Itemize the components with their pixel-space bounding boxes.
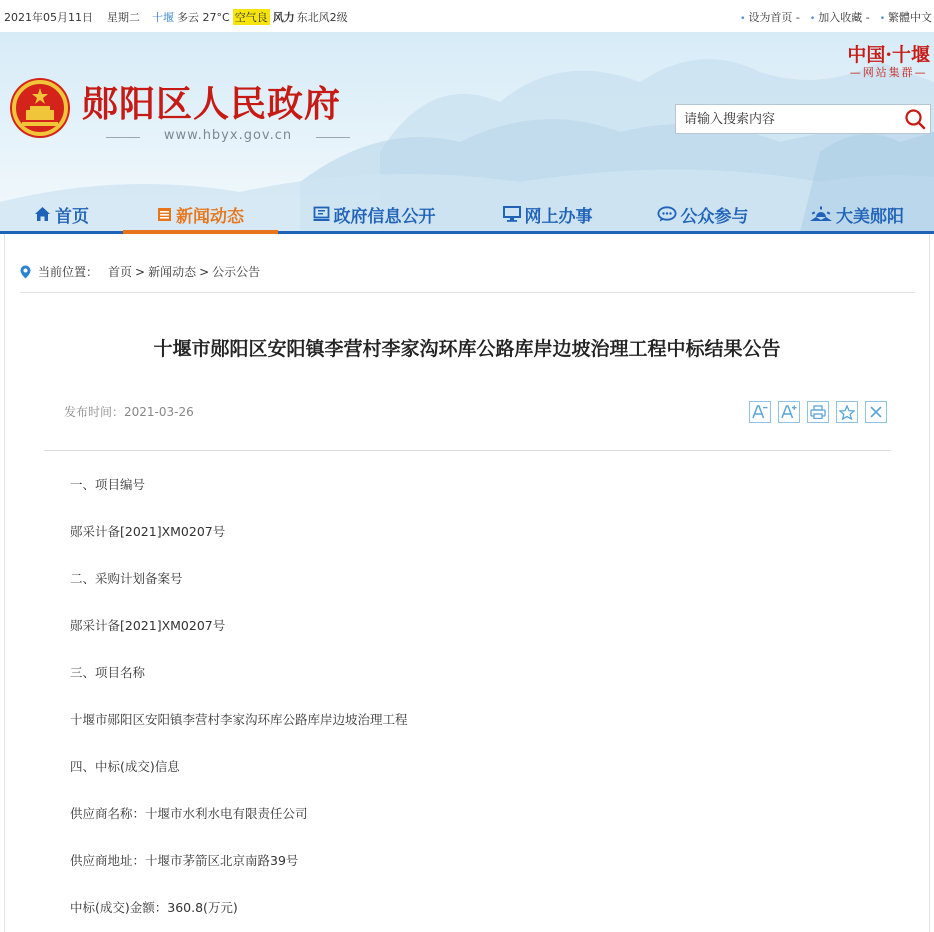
nav-item-home[interactable] <box>0 197 123 231</box>
search-input[interactable] <box>676 105 892 133</box>
publish-label: 发布时间： <box>64 405 125 419</box>
set-homepage-link[interactable]: • 设为首页 - <box>740 9 800 25</box>
nav-item-beautiful-yunyang[interactable] <box>780 197 934 231</box>
home-icon <box>34 206 51 222</box>
nav-item-gov-info[interactable] <box>278 197 470 231</box>
font-decrease-icon[interactable] <box>749 401 771 423</box>
nav-label-public-participation: 公众参与 <box>680 206 749 227</box>
search-icon[interactable] <box>904 108 926 130</box>
desktop-icon <box>503 206 521 222</box>
group-logo-subtitle: —网站集群— <box>849 66 928 79</box>
paragraph: 郧采计备[2021]XM0207号 <box>70 618 226 633</box>
site-title: 郧阳区人民政府 <box>82 83 342 125</box>
weather-text: 多云 27°C <box>177 11 230 24</box>
nav-label-news: 新闻动态 <box>176 206 244 227</box>
paragraph: 二、采购计划备案号 <box>70 571 183 586</box>
date-weather <box>4 9 354 25</box>
site-url: www.hbyx.gov.cn <box>106 128 350 143</box>
main-nav <box>0 197 934 234</box>
nav-label-home: 首页 <box>55 206 89 227</box>
article-tools <box>749 401 894 423</box>
print-icon[interactable] <box>807 401 829 423</box>
wind-text: 东北风2级 <box>296 11 348 24</box>
breadcrumb-news[interactable]: 新闻动态 <box>148 265 197 279</box>
nav-item-news[interactable] <box>123 197 278 231</box>
national-emblem-icon <box>8 76 72 140</box>
favorite-icon[interactable] <box>836 401 858 423</box>
weekday-text: 星期二 <box>107 11 140 24</box>
monitor-icon <box>313 206 330 222</box>
group-logo-title: 中国·十堰 <box>847 44 930 66</box>
breadcrumb-notices[interactable]: 公示公告 <box>212 265 261 279</box>
location-pin-icon <box>20 265 31 279</box>
top-bar <box>0 0 934 32</box>
article-body <box>70 477 408 932</box>
nav-item-public-participation[interactable] <box>625 197 780 231</box>
group-logo[interactable] <box>847 44 930 80</box>
font-increase-icon[interactable] <box>778 401 800 423</box>
breadcrumb-separator: > <box>135 264 146 279</box>
breadcrumb-divider <box>20 292 915 293</box>
sunrise-icon <box>810 206 832 222</box>
wind-label: 风力 <box>272 11 295 24</box>
paragraph: 四、中标(成交)信息 <box>70 759 180 774</box>
traditional-chinese-link[interactable]: • 繁體中文 <box>880 9 932 25</box>
publish-date: 2021-03-26 <box>124 405 194 419</box>
breadcrumb-separator: > <box>199 264 210 279</box>
top-links <box>730 9 932 25</box>
news-icon <box>157 207 172 222</box>
nav-label-beautiful-yunyang: 大美郧阳 <box>836 206 904 227</box>
paragraph: 十堰市郧阳区安阳镇李营村李家沟环库公路库岸边坡治理工程 <box>70 712 408 727</box>
paragraph: 供应商名称：十堰市水利水电有限责任公司 <box>70 806 308 821</box>
nav-label-gov-info: 政府信息公开 <box>333 206 436 227</box>
breadcrumb-home[interactable]: 首页 <box>108 265 133 279</box>
chat-icon <box>657 206 677 222</box>
paragraph: 三、项目名称 <box>70 665 146 680</box>
paragraph: 供应商地址：十堰市茅箭区北京南路39号 <box>70 853 299 868</box>
article-title: 十堰市郧阳区安阳镇李营村李家沟环库公路库岸边坡治理工程中标结果公告 <box>153 338 781 360</box>
air-quality-badge: 空气良 <box>234 11 268 24</box>
title-divider <box>44 450 891 451</box>
city-text: 十堰 <box>152 11 174 24</box>
nav-item-online-service[interactable] <box>470 197 625 231</box>
search-box <box>675 104 931 134</box>
date-text: 2021年05月11日 <box>4 11 93 24</box>
paragraph: 中标(成交)金额：360.8(万元) <box>70 900 238 915</box>
paragraph: 郧采计备[2021]XM0207号 <box>70 524 226 539</box>
publish-info <box>64 403 194 420</box>
nav-label-online-service: 网上办事 <box>524 206 593 227</box>
close-icon[interactable] <box>865 401 887 423</box>
paragraph: 一、项目编号 <box>70 477 146 492</box>
breadcrumb <box>20 263 260 280</box>
add-favorite-link[interactable]: • 加入收藏 - <box>810 9 870 25</box>
breadcrumb-label: 当前位置： <box>38 265 99 279</box>
